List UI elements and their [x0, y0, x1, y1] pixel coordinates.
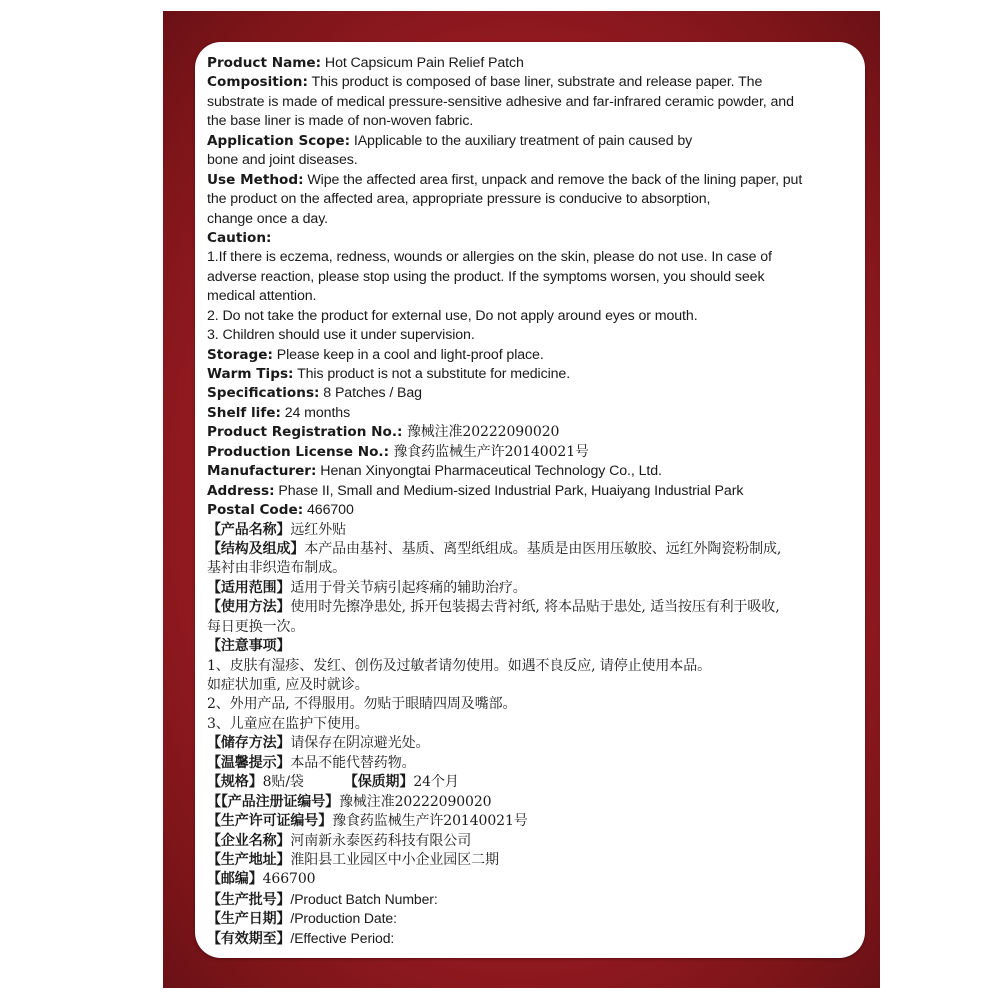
caution-line: 2. Do not take the product for external use, Do not apply around eyes or mouth.	[207, 307, 698, 324]
specifications-row	[207, 384, 857, 403]
cn-use-method-row	[207, 598, 857, 617]
cn-warm-tips-row	[207, 754, 857, 773]
field-label: 【邮编】	[207, 871, 263, 888]
caution-line: 1.If there is eczema, redness, wounds or allergies on the skin, please do not use. In case of	[207, 249, 772, 266]
field-label: 【【产品注册证编号】	[207, 793, 339, 810]
cn-batch-number-row	[207, 890, 857, 909]
cn-composition-line: 基衬由非织造布制成。	[207, 560, 346, 577]
field-value: 466700	[303, 502, 354, 519]
field-value: 24个月	[413, 774, 459, 791]
cn-storage-row	[207, 734, 857, 753]
field-label: 【温馨提示】	[207, 754, 291, 771]
cn-company-row	[207, 832, 857, 851]
field-label: Specifications:	[207, 385, 320, 402]
cn-registration-no-row	[207, 793, 857, 812]
storage-row	[207, 346, 857, 365]
license-no-row	[207, 443, 857, 462]
use-method-line: the product on the affected area, appropriate pressure is conducive to absorption,	[207, 191, 711, 208]
field-value: 本产品由基衬、基质、离型纸组成。基质是由医用压敏胶、远红外陶瓷粉制成,	[304, 540, 782, 557]
field-label: Product Name:	[207, 55, 322, 71]
field-label: Shelf life:	[207, 404, 281, 421]
cn-caution-line: 3、儿童应在监护下使用。	[207, 715, 369, 732]
field-value: 豫食药监械生产许20140021号	[332, 813, 528, 830]
field-value: 豫械注准20222090020	[339, 793, 492, 810]
cn-caution-line: 2、外用产品, 不得服用。勿贴于眼睛四周及嘴部。	[207, 696, 517, 713]
field-label: 【储存方法】	[207, 735, 291, 752]
cn-application-scope-row	[207, 579, 857, 598]
field-value: This product is composed of base liner, substrate and release paper. The	[307, 74, 763, 91]
field-label: 【生产许可证编号】	[207, 813, 333, 830]
field-label: 【企业名称】	[207, 832, 291, 849]
field-label: Composition:	[207, 74, 308, 91]
caution-line: 3. Children should use it under supervision.	[207, 327, 475, 344]
cn-license-no-row	[207, 812, 857, 831]
application-scope-row	[207, 132, 857, 151]
field-label: Warm Tips:	[207, 366, 294, 382]
caution-line: medical attention.	[207, 288, 317, 305]
field-label: Manufacturer:	[207, 463, 317, 480]
field-label: 【结构及组成】	[207, 540, 305, 557]
composition-line: the base liner is made of non-woven fabric.	[207, 113, 474, 130]
field-label: Caution:	[207, 229, 272, 246]
field-value: 豫械注准20222090020	[402, 424, 560, 441]
field-label: 【生产地址】	[207, 851, 291, 868]
field-label: Address:	[207, 482, 275, 499]
field-value: 8 Patches / Bag	[319, 385, 422, 402]
field-value: 本品不能代替药物。	[290, 754, 416, 771]
label-content	[207, 54, 857, 948]
field-label: Production License No.:	[207, 443, 390, 460]
manufacturer-row	[207, 462, 857, 481]
field-label: 【适用范围】	[207, 579, 291, 596]
shelf-life-row	[207, 404, 857, 423]
cn-address-row	[207, 851, 857, 870]
field-value: 适用于骨关节病引起疼痛的辅助治疗。	[290, 579, 527, 596]
field-value: 远红外贴	[290, 521, 347, 538]
cn-spec-shelf-row	[207, 773, 857, 792]
field-value: /Product Batch Number:	[290, 890, 438, 907]
field-value: Hot Capsicum Pain Relief Patch	[321, 55, 524, 71]
field-label: 【规格】	[207, 774, 263, 791]
field-value: Henan Xinyongtai Pharmaceutical Technology Co., Ltd.	[316, 463, 662, 480]
field-value: 河南新永泰医药科技有限公司	[290, 832, 472, 849]
product-name-row	[207, 54, 857, 73]
application-scope-line: bone and joint diseases.	[207, 152, 358, 169]
registration-no-row	[207, 423, 857, 442]
cn-use-method-line: 每日更换一次。	[207, 618, 305, 635]
field-value: 淮阳县工业园区中小企业园区二期	[290, 851, 499, 868]
field-label: 【使用方法】	[207, 599, 291, 616]
postal-code-row	[207, 501, 857, 520]
cn-caution-line: 如症状加重, 应及时就诊。	[207, 677, 369, 693]
caution-line: adverse reaction, please stop using the product. If the symptoms worsen, you should seek	[207, 268, 765, 285]
cn-caution-line: 1、皮肤有湿疹、发红、创伤及过敏者请勿使用。如遇不良反应, 请停止使用本品。	[207, 657, 712, 674]
use-method-line: change once a day.	[207, 210, 328, 227]
cn-postal-code-row	[207, 870, 857, 889]
field-value: /Production Date:	[290, 910, 397, 927]
field-label: Application Scope:	[207, 132, 351, 149]
cn-caution-heading	[207, 637, 857, 656]
field-label: 【注意事项】	[207, 638, 291, 655]
cn-composition-row	[207, 540, 857, 559]
address-row	[207, 482, 857, 501]
field-label: 【生产批号】	[207, 891, 291, 908]
field-value: Wipe the affected area first, unpack and remove the back of the lining paper, put	[303, 171, 803, 188]
composition-line: substrate is made of medical pressure-sensitive adhesive and far-infrared ceramic powder, and	[207, 93, 794, 110]
field-label: 【生产日期】	[207, 911, 291, 928]
field-value: 24 months	[280, 404, 351, 421]
field-value: IApplicable to the auxiliary treatment of pain caused by	[350, 132, 693, 149]
composition-row	[207, 73, 857, 92]
cn-effective-period-row	[207, 929, 857, 948]
use-method-row	[207, 171, 857, 190]
field-value: /Effective Period:	[290, 929, 395, 946]
field-value: 8贴/袋	[262, 774, 304, 791]
field-label: Postal Code:	[207, 502, 304, 519]
caution-heading	[207, 229, 857, 248]
field-value: 请保存在阴凉避光处。	[290, 735, 430, 752]
field-label: Storage:	[207, 346, 273, 363]
cn-production-date-row	[207, 909, 857, 928]
field-label: Use Method:	[207, 171, 304, 188]
field-value: Please keep in a cool and light-proof place.	[272, 346, 544, 363]
field-label: 【产品名称】	[207, 521, 291, 538]
field-label: 【保质期】	[343, 774, 414, 791]
field-value: This product is not a substitute for medicine.	[293, 366, 571, 382]
warm-tips-row	[207, 365, 857, 384]
field-value: 使用时先擦净患处, 拆开包装揭去背衬纸, 将本品贴于患处, 适当按压有利于吸收,	[290, 599, 780, 616]
field-value: 豫食药监械生产许20140021号	[389, 443, 589, 460]
field-value: 466700	[262, 871, 316, 888]
field-label: 【有效期至】	[207, 930, 291, 947]
field-label: Product Registration No.:	[207, 424, 403, 441]
field-value: Phase II, Small and Medium-sized Industrial Park, Huaiyang Industrial Park	[274, 482, 744, 499]
cn-product-name-row	[207, 521, 857, 540]
